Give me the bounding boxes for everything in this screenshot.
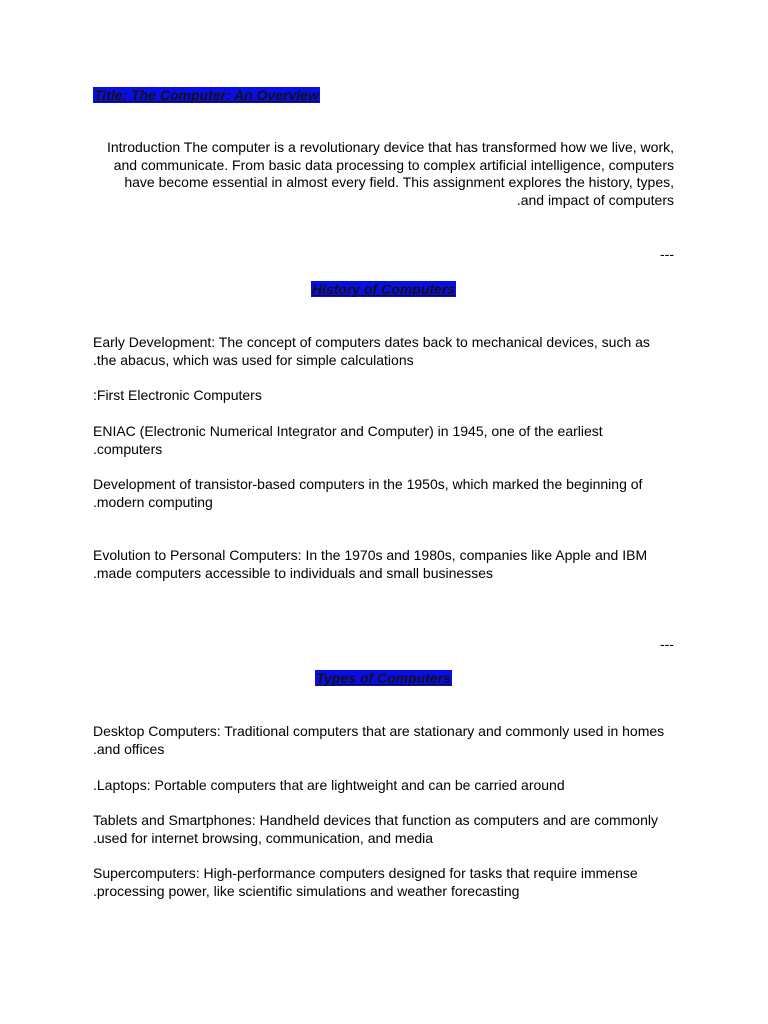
title-block — [93, 87, 674, 105]
text-line: Evolution to Personal Computers: In the 1970s and 1980s, companies like Apple and IBM — [93, 547, 648, 563]
text-line: Early Development: The concept of computers dates back to mechanical devices, such as — [93, 334, 650, 350]
text-line: .the abacus, which was used for simple calculations — [93, 351, 414, 368]
tablets-paragraph — [93, 812, 674, 847]
laptops-paragraph: .Laptops: Portable computers that are lightweight and can be carried around — [93, 777, 565, 793]
first-electronic-label: :First Electronic Computers — [93, 387, 262, 403]
text-line: Desktop Computers: Traditional computers that are stationary and commonly used in homes — [93, 723, 665, 739]
early-development-paragraph — [93, 334, 674, 369]
intro-line: .and impact of computers — [516, 191, 674, 208]
document-title: Title: The Computer: An Overview — [94, 87, 319, 103]
separator-1: --- — [660, 246, 674, 262]
intro-line: have become essential in almost every field. This assignment explores the history, types, — [124, 174, 674, 190]
types-heading: Types of Computers — [316, 670, 451, 686]
transistor-paragraph — [93, 476, 674, 511]
text-line: .modern computing — [93, 493, 213, 510]
introduction-paragraph — [93, 139, 674, 209]
text-line: Development of transistor-based computers in the 1950s, which marked the beginning of — [93, 476, 643, 492]
text-line: .used for internet browsing, communication, and media — [93, 829, 434, 846]
eniac-paragraph — [93, 423, 674, 458]
text-line: Tablets and Smartphones: Handheld devices that function as computers and are commonly — [93, 812, 658, 828]
history-heading: History of Computers — [311, 281, 456, 297]
separator-2: --- — [660, 636, 674, 652]
desktop-paragraph — [93, 723, 674, 758]
history-heading-block — [93, 281, 674, 299]
intro-line: Introduction The computer is a revolutionary device that has transformed how we live, work, — [106, 139, 674, 155]
text-line: .processing power, like scientific simulations and weather forecasting — [93, 882, 520, 899]
supercomputers-paragraph — [93, 865, 674, 900]
personal-computers-paragraph — [93, 547, 674, 582]
text-line: .made computers accessible to individuals and small businesses — [93, 564, 493, 581]
text-line: .computers — [93, 440, 163, 457]
text-line: ENIAC (Electronic Numerical Integrator and Computer) in 1945, one of the earliest — [93, 423, 603, 439]
intro-line: and communicate. From basic data processing to complex artificial intelligence, computers — [113, 156, 674, 173]
text-line: .and offices — [93, 740, 165, 757]
types-heading-block — [93, 670, 674, 688]
text-line: Supercomputers: High-performance computers designed for tasks that require immense — [93, 865, 638, 881]
